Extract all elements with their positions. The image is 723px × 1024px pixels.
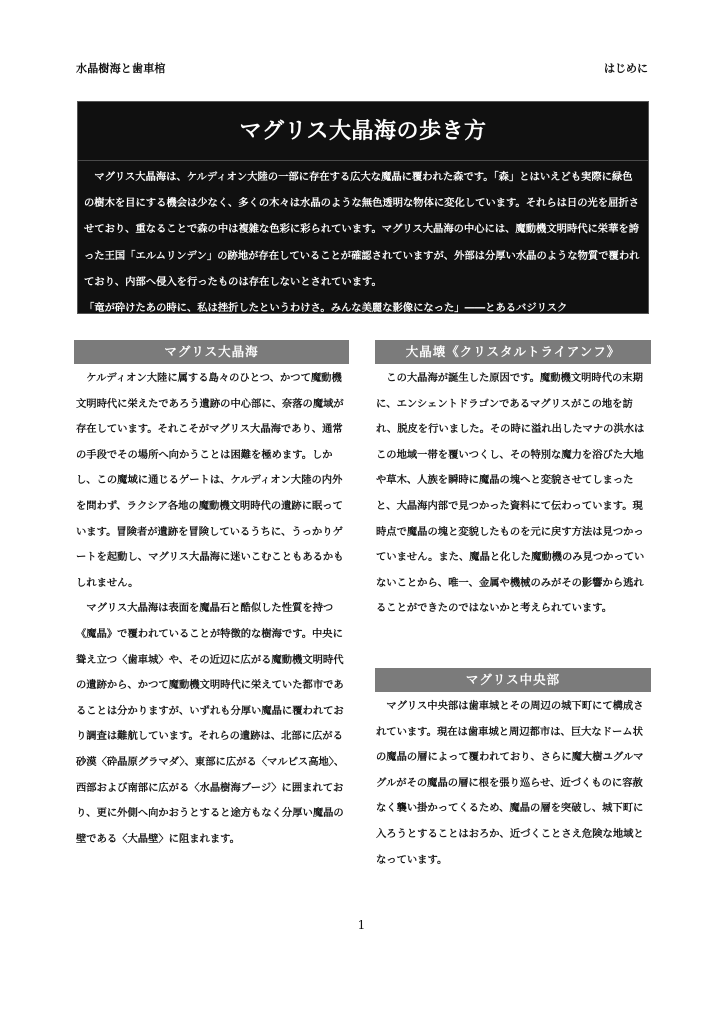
- intro-divider: [78, 160, 648, 161]
- section-heading-magris-great-crystal-sea: マグリス大晶海: [74, 340, 349, 364]
- paragraph: この大晶海が誕生した原因です。魔動機文明時代の末期に、エンシェントドラゴンであるマグリスがこの地を訪れ、脱皮を行いました。その時に溢れ出したマナの洪水はこの地域一帯を覆いつくし、その特別な魔力を浴びた大地や草木、人族を瞬時に魔晶の塊へと変貌させてしまったと、大晶海内部で見つかった資料にて伝わっています。現時点で魔晶の塊と変貌したものを元に戻す方法は見つかっていません。また、魔晶と化した魔動機のみ見つかっていないことから、唯一、金属や機械のみがその影響から逃れることができたのではないかと考えられています。: [376, 372, 645, 615]
- page-title: マグリス大晶海の歩き方: [239, 119, 487, 144]
- intro-body: [84, 164, 642, 321]
- intro-paragraph: マグリス大晶海は、ケルディオン大陸の一部に存在する広大な魔晶に覆われた森です。「森」とはいえども実際に緑色の樹木を目にする機会は少なく、多くの木々は水晶のような無色透明な物体に変化しています。それらは日の光を屈折させており、重なることで森の中は複雑な色彩に彩られています。マグリス大晶海の中心には、魔動機文明時代に栄華を誇った王国「エルムリンデン」の跡地が存在していることが確認されていますが、外部は分厚い水晶のような物質で覆われており、内部へ侵入を行ったものは存在しないとされています。: [84, 171, 640, 288]
- intro-box: [77, 101, 649, 314]
- paragraph: ケルディオン大陸に属する島々のひとつ、かつて魔動機文明時代に栄えたであろう遺跡の中心部に、奈落の魔域が存在しています。それこそがマグリス大晶海であり、通常の手段でその場所へ向かうことは困難を極めます。しかし、この魔域に通じるゲートは、ケルディオン大陸の内外を問わず、ラクシア各地の魔動機文明時代の遺跡に眠っています。冒険者が遺跡を冒険しているうちに、うっかりゲートを起動し、マグリス大晶海に迷いこむこともあるかもしれません。: [76, 372, 344, 589]
- page-number: 1: [357, 918, 366, 932]
- running-header-title: 水晶樹海と歯車棺: [76, 62, 166, 75]
- paragraph: マグリス中央部は歯車城とその周辺の城下町にて構成されています。現在は歯車城と周辺都市は、巨大なドーム状の魔晶の層によって覆われており、さらに魔大樹ユグルマグルがその魔晶の層に根を張り巡らせ、近づくものに容赦なく襲い掛かってくるため、魔晶の層を突破し、城下町に入ろうとすることはおろか、近づくことさえ危険な地域となっています。: [376, 700, 644, 866]
- intro-quote: 「竜が砕けたあの時に、私は挫折したというわけさ。みんな美麗な影像になった」――とあるバジリスク: [84, 302, 568, 315]
- paragraph: マグリス大晶海は表面を魔晶石と酷似した性質を持つ《魔晶》で覆われていることが特徴的な樹海です。中央に聳え立つ〈歯車城〉や、その近辺に広がる魔動機文明時代の遺跡から、かつて魔動機文明時代に栄えていた都市であることは分かりますが、いずれも分厚い魔晶に覆われており調査は難航しています。それらの遺跡は、北部に広がる砂漠〈砕晶原グラマダ〉、東部に広がる〈マルピス高地〉、西部および南部に広がる〈水晶樹海ブージ〉に囲まれており、更に外側へ向かおうとすると途方もなく分厚い魔晶の壁である〈大晶壁〉に阻まれます。: [76, 602, 345, 845]
- section-heading-magris-central: マグリス中央部: [375, 668, 651, 692]
- section-body-magris-central: [376, 694, 651, 873]
- section-body-left: [76, 366, 351, 852]
- section-heading-crystal-triumph: 大晶壊《クリスタルトライアンフ》: [375, 340, 651, 364]
- section-body-crystal-triumph: [376, 366, 651, 622]
- running-header-section: はじめに: [604, 62, 648, 75]
